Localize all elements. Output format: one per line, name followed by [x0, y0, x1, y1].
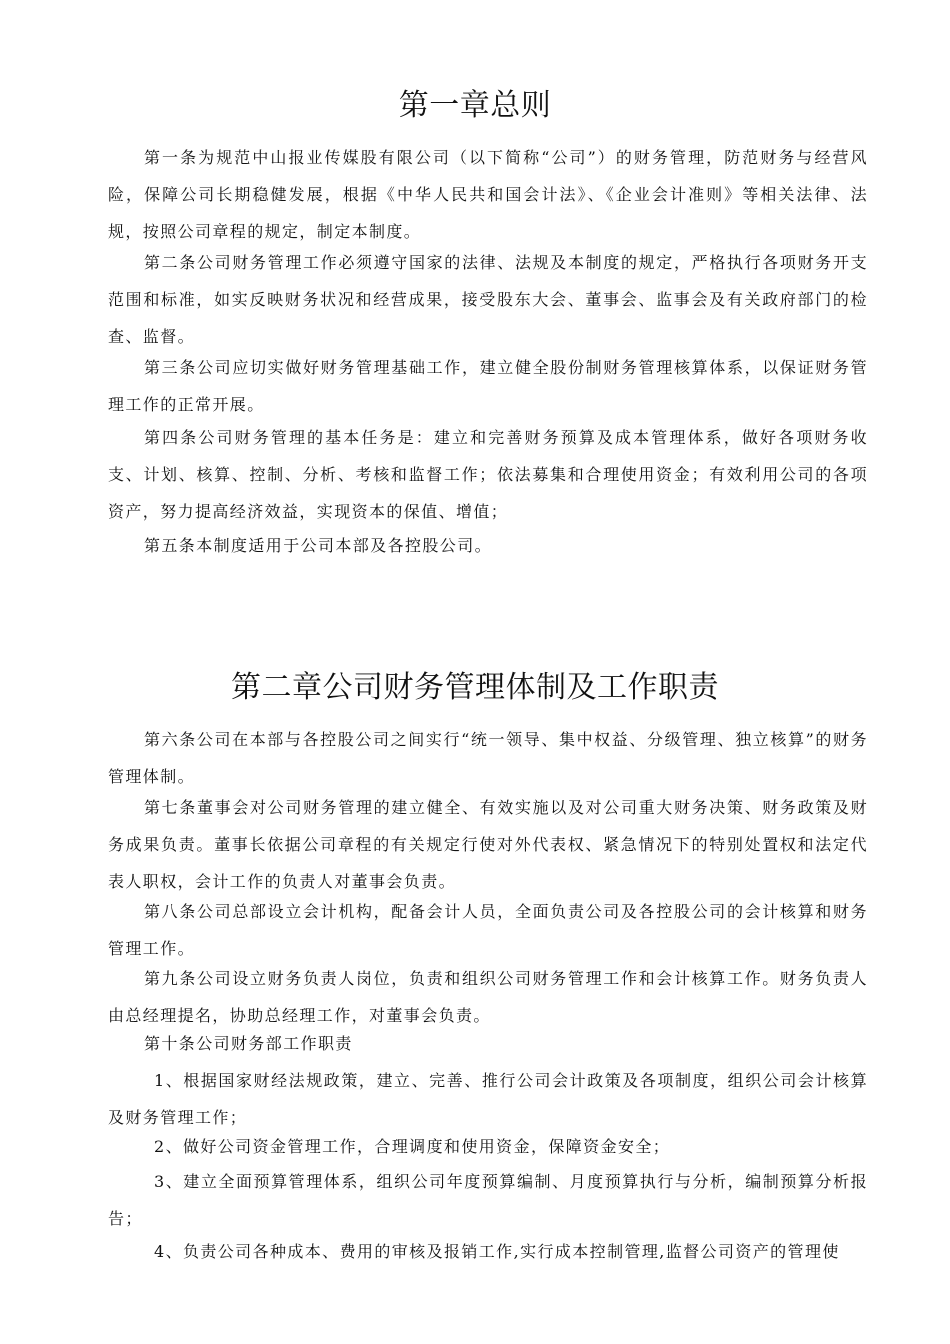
duty-item-2: 2、做好公司资金管理工作，合理调度和使用资金，保障资金安全；: [154, 1137, 671, 1156]
article-5: 第五条本制度适用于公司本部及各控股公司。: [144, 536, 493, 555]
article-2: 第二条公司财务管理工作必须遵守国家的法律、法规及本制度的规定，严格执行各项财务开支范围和标准，如实反映财务状况和经营成果，接受股东大会、董事会、监事会及有关政府部门的检查、监督。: [108, 253, 868, 346]
chapter-2-title: 第二章公司财务管理体制及工作职责: [231, 670, 719, 705]
article-9: 第九条公司设立财务负责人岗位，负责和组织公司财务管理工作和会计核算工作。财务负责人由总经理提名，协助总经理工作，对董事会负责。: [108, 969, 868, 1025]
duty-item-1: 1、根据国家财经法规政策，建立、完善、推行公司会计政策及各项制度，组织公司会计核算及财务管理工作；: [108, 1071, 868, 1127]
article-10: 第十条公司财务部工作职责: [144, 1034, 353, 1053]
article-4: 第四条公司财务管理的基本任务是：建立和完善财务预算及成本管理体系，做好各项财务收支、计划、核算、控制、分析、考核和监督工作；依法募集和合理使用资金；有效利用公司的各项资产，努力提高经济效益，实现资本的保值、增值；: [108, 428, 868, 521]
article-6: 第六条公司在本部与各控股公司之间实行“统一领导、集中权益、分级管理、独立核算”的财务管理体制。: [108, 730, 868, 786]
article-7: 第七条董事会对公司财务管理的建立健全、有效实施以及对公司重大财务决策、财务政策及财务成果负责。董事长依据公司章程的有关规定行使对外代表权、紧急情况下的特别处置权和法定代表人职权，会计工作的负责人对董事会负责。: [108, 798, 868, 891]
chapter-1-title: 第一章总则: [398, 88, 552, 123]
article-8: 第八条公司总部设立会计机构，配备会计人员，全面负责公司及各控股公司的会计核算和财务管理工作。: [108, 902, 868, 958]
duty-item-4: 4、负责公司各种成本、费用的审核及报销工作,实行成本控制管理,监督公司资产的管理使: [154, 1242, 840, 1261]
duty-item-3: 3、建立全面预算管理体系，组织公司年度预算编制、月度预算执行与分析，编制预算分析报告；: [108, 1172, 868, 1228]
article-3: 第三条公司应切实做好财务管理基础工作，建立健全股份制财务管理核算体系，以保证财务管理工作的正常开展。: [108, 358, 868, 414]
article-1: 第一条为规范中山报业传媒股有限公司（以下简称“公司”）的财务管理，防范财务与经营风险，保障公司长期稳健发展，根据《中华人民共和国会计法》、《企业会计准则》等相关法律、法规，按照公司章程的规定，制定本制度。: [108, 148, 868, 241]
